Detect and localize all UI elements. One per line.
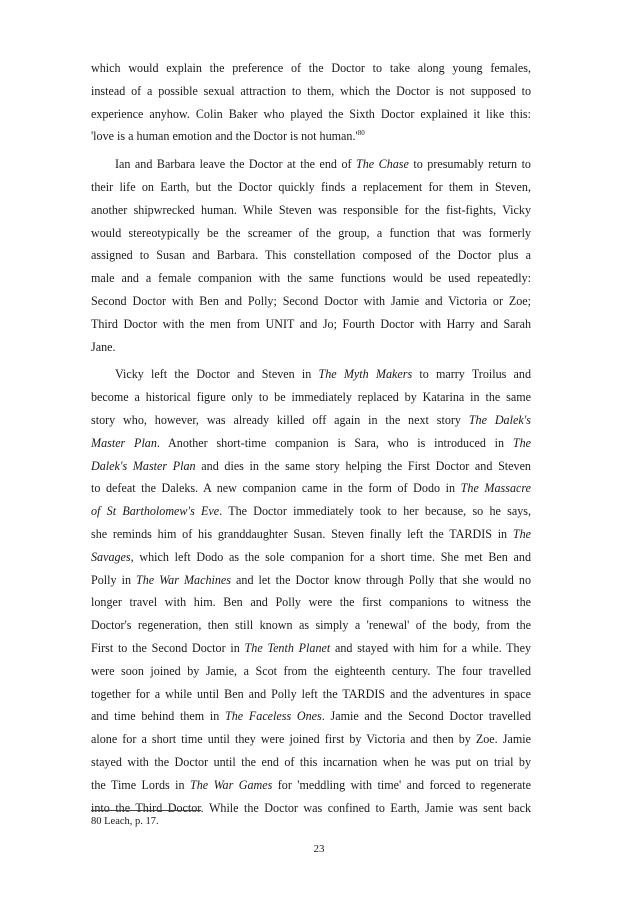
text-line <box>91 660 531 683</box>
text-line <box>91 222 531 245</box>
text-run: and let the Doctor know through Polly that she would no <box>231 572 531 587</box>
text-line <box>91 455 531 478</box>
text-run: which would explain the preference of the Doctor to take along young females, <box>91 61 531 75</box>
text-line <box>91 267 531 290</box>
text-line <box>91 125 531 148</box>
text-run: to marry Troilus and <box>412 367 531 382</box>
text-run: . The Doctor immediately took to her because, so he says, <box>219 504 531 519</box>
text-line <box>91 80 531 103</box>
italic-title: The Tenth Planet <box>244 640 331 655</box>
italic-title: The War Games <box>190 777 273 792</box>
italic-title: The Dalek's <box>468 412 531 427</box>
text-line <box>91 336 531 359</box>
text-run: . Jamie and the Second Doctor travelled <box>321 709 531 724</box>
italic-title: Master Plan <box>91 435 157 450</box>
text-line <box>91 683 531 706</box>
text-line <box>91 728 531 751</box>
text-run: she reminds him of his granddaughter Susan. Steven finally left the TARDIS in <box>91 526 513 541</box>
text-run: for 'meddling with time' and forced to regenerate <box>272 777 531 792</box>
text-run: male and a female companion with the same functions would be used repeatedly: <box>91 271 531 286</box>
text-line <box>91 386 531 409</box>
text-line <box>91 614 531 637</box>
text-run: Second Doctor with Ben and Polly; Second Doctor with Jamie and Victoria or Zoe; <box>91 293 531 308</box>
text-run: Polly in <box>91 572 137 587</box>
italic-title: The War Machines <box>136 572 231 587</box>
text-run: and stayed with him for a while. They <box>330 640 531 655</box>
text-run: Jane. <box>91 339 116 354</box>
italic-title: Dalek's Master Plan <box>91 458 196 473</box>
text-line <box>91 523 531 546</box>
text-line <box>91 290 531 313</box>
text-line <box>91 409 531 432</box>
text-line <box>91 591 531 614</box>
text-line <box>91 176 531 199</box>
text-run: the Time Lords in <box>91 777 190 792</box>
text-line <box>91 432 531 455</box>
text-line <box>91 637 531 660</box>
text-run: Third Doctor with the men from UNIT and Jo; Fourth Doctor with Harry and Sarah <box>91 316 531 331</box>
text-line <box>91 313 531 336</box>
text-run: 'love is a human emotion and the Doctor is not human.' <box>91 129 358 144</box>
text-run: their life on Earth, but the Doctor quickly finds a replacement for them in Steven, <box>91 179 531 194</box>
body-text <box>91 57 531 819</box>
text-line <box>91 57 531 80</box>
text-line <box>91 774 531 797</box>
footnote: 80 Leach, p. 17. <box>91 816 159 827</box>
italic-title: The Chase <box>356 157 409 172</box>
text-line <box>91 751 531 774</box>
text-run: become a historical figure only to be immediately replaced by Katarina in the same <box>91 390 531 405</box>
text-line <box>91 569 531 592</box>
text-line <box>91 363 531 386</box>
text-run: longer travel with him. Ben and Polly were the first companions to witness the <box>91 595 531 610</box>
text-run: instead of a possible sexual attraction to them, which the Doctor is not supposed to <box>91 83 531 98</box>
italic-title: The Massacre <box>460 481 531 496</box>
text-run: . Another short-time companion is Sara, who is introduced in <box>156 435 513 450</box>
text-line <box>91 103 531 126</box>
text-run: story who, however, was already killed off again in the next story <box>91 412 469 427</box>
text-run: to defeat the Daleks. A new companion came in the form of Dodo in <box>91 481 461 496</box>
page-number: 23 <box>313 843 325 855</box>
italic-title: of St Bartholomew's Eve <box>91 504 220 519</box>
text-run: Doctor's regeneration, then still known as simply a 'renewal' of the body, from the <box>91 618 531 633</box>
text-line <box>91 244 531 267</box>
text-run: were soon joined by Jamie, a Scot from the eighteenth century. The four travelled <box>91 663 531 678</box>
text-line <box>91 199 531 222</box>
text-line <box>91 477 531 500</box>
text-run: together for a while until Ben and Polly left the TARDIS and the adventures in space <box>91 686 531 701</box>
text-run: Vicky left the Doctor and Steven in <box>115 367 319 382</box>
italic-title: The Myth Makers <box>318 367 413 382</box>
text-run: and dies in the same story helping the First Doctor and Steven <box>195 458 531 473</box>
text-run: and time behind them in <box>91 709 226 724</box>
italic-title: The Faceless Ones <box>225 709 322 724</box>
text-line <box>91 153 531 176</box>
text-run: , which left Dodo as the sole companion for a short time. She met Ben and <box>130 549 531 564</box>
footnote-separator <box>91 810 201 811</box>
italic-title: The <box>512 435 531 450</box>
text-run: stayed with the Doctor until the end of this incarnation when he was put on trial by <box>91 754 531 769</box>
italic-title: Savages <box>91 549 131 564</box>
text-run: another shipwrecked human. While Steven was responsible for the fist-fights, Vicky <box>91 202 531 217</box>
text-run: would stereotypically be the screamer of the group, a function that was formerly <box>91 225 531 240</box>
italic-title: The <box>512 526 531 541</box>
footnote-reference: 80 <box>357 129 365 138</box>
text-run: First to the Second Doctor in <box>91 640 245 655</box>
text-run: experience anyhow. Colin Baker who played the Sixth Doctor explained it like this: <box>91 106 531 121</box>
text-run: assigned to Susan and Barbara. This constellation composed of the Doctor plus a <box>91 248 531 263</box>
text-run: to presumably return to <box>408 157 531 172</box>
text-run: Ian and Barbara leave the Doctor at the end of <box>115 157 357 172</box>
text-run: alone for a short time until they were joined first by Victoria and then by Zoe. Jamie <box>91 732 531 747</box>
text-run: into the Third Doctor. While the Doctor was confined to Earth, Jamie was sent back <box>91 800 531 815</box>
text-line <box>91 500 531 523</box>
text-line <box>91 705 531 728</box>
text-line <box>91 546 531 569</box>
